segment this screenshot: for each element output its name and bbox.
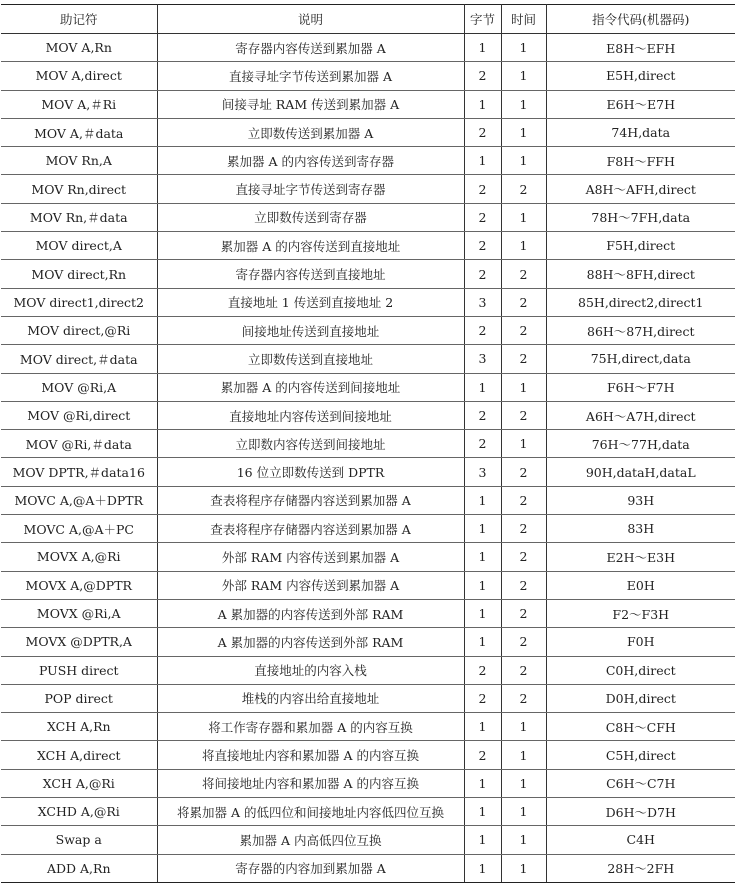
- instruction-table: [1, 4, 735, 883]
- cell-cycles: 1: [501, 62, 546, 90]
- cell-description: 查表将程序存储器内容送到累加器 A: [157, 486, 464, 514]
- cell-cycles: 1: [501, 203, 546, 231]
- table-row: [1, 458, 735, 486]
- cell-bytes: 2: [464, 62, 501, 90]
- cell-bytes: 2: [464, 175, 501, 203]
- cell-cycles: 1: [501, 34, 546, 62]
- cell-cycles: 1: [501, 854, 546, 882]
- cell-opcode: C0H,direct: [546, 656, 735, 684]
- cell-description: 累加器 A 内高低四位互换: [157, 826, 464, 854]
- cell-cycles: 1: [501, 118, 546, 146]
- cell-opcode: 75H,direct,data: [546, 345, 735, 373]
- header-row: [1, 5, 735, 34]
- cell-bytes: 1: [464, 599, 501, 627]
- cell-bytes: 1: [464, 854, 501, 882]
- cell-bytes: 2: [464, 260, 501, 288]
- table-row: [1, 628, 735, 656]
- cell-cycles: 2: [501, 656, 546, 684]
- cell-description: 直接地址的内容入栈: [157, 656, 464, 684]
- cell-description: 立即数传送到累加器 A: [157, 118, 464, 146]
- cell-description: 直接地址 1 传送到直接地址 2: [157, 288, 464, 316]
- cell-description: 外部 RAM 内容传送到累加器 A: [157, 543, 464, 571]
- cell-bytes: 1: [464, 628, 501, 656]
- cell-opcode: A8H～AFH,direct: [546, 175, 735, 203]
- cell-opcode: F2～F3H: [546, 599, 735, 627]
- cell-description: 间接寻址 RAM 传送到累加器 A: [157, 90, 464, 118]
- cell-bytes: 2: [464, 203, 501, 231]
- cell-bytes: 1: [464, 90, 501, 118]
- cell-mnemonic: MOVX @DPTR,A: [1, 628, 157, 656]
- cell-opcode: D6H～D7H: [546, 798, 735, 826]
- cell-opcode: C5H,direct: [546, 741, 735, 769]
- cell-cycles: 1: [501, 826, 546, 854]
- cell-cycles: 2: [501, 288, 546, 316]
- cell-bytes: 2: [464, 430, 501, 458]
- cell-cycles: 1: [501, 373, 546, 401]
- cell-description: 立即数传送到直接地址: [157, 345, 464, 373]
- header-bytes: 字节: [464, 5, 501, 34]
- cell-opcode: F5H,direct: [546, 232, 735, 260]
- cell-description: 外部 RAM 内容传送到累加器 A: [157, 571, 464, 599]
- cell-mnemonic: MOVX @Ri,A: [1, 599, 157, 627]
- cell-description: 间接地址传送到直接地址: [157, 316, 464, 344]
- cell-bytes: 2: [464, 316, 501, 344]
- cell-description: 16 位立即数传送到 DPTR: [157, 458, 464, 486]
- cell-mnemonic: MOV A,＃data: [1, 118, 157, 146]
- table-row: [1, 684, 735, 712]
- cell-cycles: 2: [501, 345, 546, 373]
- cell-bytes: 1: [464, 826, 501, 854]
- cell-cycles: 2: [501, 486, 546, 514]
- cell-description: 直接地址内容传送到间接地址: [157, 401, 464, 429]
- table-row: [1, 373, 735, 401]
- cell-description: 寄存器内容传送到累加器 A: [157, 34, 464, 62]
- cell-cycles: 1: [501, 798, 546, 826]
- cell-mnemonic: MOV @Ri,A: [1, 373, 157, 401]
- cell-cycles: 1: [501, 713, 546, 741]
- cell-description: 寄存器的内容加到累加器 A: [157, 854, 464, 882]
- cell-mnemonic: MOV Rn,direct: [1, 175, 157, 203]
- cell-mnemonic: MOV A,direct: [1, 62, 157, 90]
- cell-opcode: C6H～C7H: [546, 769, 735, 797]
- cell-cycles: 1: [501, 741, 546, 769]
- cell-bytes: 2: [464, 656, 501, 684]
- cell-description: A 累加器的内容传送到外部 RAM: [157, 599, 464, 627]
- cell-cycles: 2: [501, 260, 546, 288]
- cell-description: 寄存器内容传送到直接地址: [157, 260, 464, 288]
- header-description: 说明: [157, 5, 464, 34]
- cell-mnemonic: MOV direct,＃data: [1, 345, 157, 373]
- table-row: [1, 769, 735, 797]
- cell-description: 查表将程序存储器内容送到累加器 A: [157, 515, 464, 543]
- cell-mnemonic: MOV @Ri,direct: [1, 401, 157, 429]
- cell-mnemonic: PUSH direct: [1, 656, 157, 684]
- cell-opcode: 78H～7FH,data: [546, 203, 735, 231]
- cell-bytes: 3: [464, 288, 501, 316]
- table-row: [1, 345, 735, 373]
- cell-mnemonic: XCH A,@Ri: [1, 769, 157, 797]
- cell-mnemonic: MOV direct,Rn: [1, 260, 157, 288]
- cell-bytes: 2: [464, 741, 501, 769]
- table-row: [1, 599, 735, 627]
- cell-cycles: 2: [501, 571, 546, 599]
- table-row: [1, 656, 735, 684]
- cell-opcode: 28H～2FH: [546, 854, 735, 882]
- cell-mnemonic: MOVC A,@A＋PC: [1, 515, 157, 543]
- cell-description: 堆栈的内容出给直接地址: [157, 684, 464, 712]
- table-header: [1, 5, 735, 34]
- cell-opcode: C8H～CFH: [546, 713, 735, 741]
- table-row: [1, 826, 735, 854]
- cell-bytes: 3: [464, 345, 501, 373]
- cell-opcode: E8H～EFH: [546, 34, 735, 62]
- cell-mnemonic: MOV direct1,direct2: [1, 288, 157, 316]
- cell-mnemonic: MOV direct,A: [1, 232, 157, 260]
- cell-opcode: 83H: [546, 515, 735, 543]
- cell-opcode: D0H,direct: [546, 684, 735, 712]
- cell-opcode: 74H,data: [546, 118, 735, 146]
- cell-opcode: 93H: [546, 486, 735, 514]
- cell-mnemonic: XCH A,Rn: [1, 713, 157, 741]
- cell-bytes: 1: [464, 713, 501, 741]
- cell-description: 将工作寄存器和累加器 A 的内容互换: [157, 713, 464, 741]
- cell-cycles: 2: [501, 316, 546, 344]
- cell-bytes: 1: [464, 571, 501, 599]
- cell-opcode: F8H～FFH: [546, 147, 735, 175]
- cell-opcode: 76H～77H,data: [546, 430, 735, 458]
- cell-bytes: 1: [464, 515, 501, 543]
- cell-mnemonic: MOVX A,@Ri: [1, 543, 157, 571]
- table-row: [1, 288, 735, 316]
- cell-cycles: 2: [501, 543, 546, 571]
- cell-mnemonic: Swap a: [1, 826, 157, 854]
- cell-mnemonic: MOV DPTR,＃data16: [1, 458, 157, 486]
- cell-bytes: 1: [464, 798, 501, 826]
- cell-mnemonic: MOV Rn,＃data: [1, 203, 157, 231]
- cell-cycles: 1: [501, 147, 546, 175]
- cell-opcode: 86H～87H,direct: [546, 316, 735, 344]
- cell-description: 累加器 A 的内容传送到间接地址: [157, 373, 464, 401]
- cell-description: 将间接地址内容和累加器 A 的内容互换: [157, 769, 464, 797]
- table-row: [1, 430, 735, 458]
- cell-cycles: 1: [501, 90, 546, 118]
- cell-opcode: E6H～E7H: [546, 90, 735, 118]
- cell-description: A 累加器的内容传送到外部 RAM: [157, 628, 464, 656]
- cell-opcode: E5H,direct: [546, 62, 735, 90]
- cell-description: 累加器 A 的内容传送到寄存器: [157, 147, 464, 175]
- cell-opcode: F0H: [546, 628, 735, 656]
- cell-opcode: 90H,dataH,dataL: [546, 458, 735, 486]
- cell-cycles: 2: [501, 684, 546, 712]
- table-row: [1, 713, 735, 741]
- cell-bytes: 3: [464, 458, 501, 486]
- cell-opcode: 85H,direct2,direct1: [546, 288, 735, 316]
- cell-opcode: 88H～8FH,direct: [546, 260, 735, 288]
- cell-mnemonic: MOV A,＃Ri: [1, 90, 157, 118]
- cell-cycles: 1: [501, 430, 546, 458]
- cell-bytes: 1: [464, 486, 501, 514]
- cell-bytes: 1: [464, 769, 501, 797]
- table-row: [1, 203, 735, 231]
- cell-mnemonic: MOV A,Rn: [1, 34, 157, 62]
- table-row: [1, 486, 735, 514]
- cell-bytes: 2: [464, 684, 501, 712]
- cell-bytes: 1: [464, 34, 501, 62]
- cell-cycles: 2: [501, 458, 546, 486]
- table-row: [1, 543, 735, 571]
- cell-description: 直接寻址字节传送到累加器 A: [157, 62, 464, 90]
- table-row: [1, 741, 735, 769]
- cell-description: 立即数内容传送到间接地址: [157, 430, 464, 458]
- cell-description: 直接寻址字节传送到寄存器: [157, 175, 464, 203]
- cell-mnemonic: MOV Rn,A: [1, 147, 157, 175]
- table-row: [1, 515, 735, 543]
- cell-mnemonic: MOVC A,@A＋DPTR: [1, 486, 157, 514]
- cell-mnemonic: MOV @Ri,＃data: [1, 430, 157, 458]
- table-row: [1, 175, 735, 203]
- cell-mnemonic: ADD A,Rn: [1, 854, 157, 882]
- cell-mnemonic: XCH A,direct: [1, 741, 157, 769]
- cell-cycles: 2: [501, 401, 546, 429]
- cell-bytes: 2: [464, 118, 501, 146]
- table-row: [1, 401, 735, 429]
- cell-description: 将累加器 A 的低四位和间接地址内容低四位互换: [157, 798, 464, 826]
- cell-mnemonic: MOVX A,@DPTR: [1, 571, 157, 599]
- cell-cycles: 1: [501, 232, 546, 260]
- cell-mnemonic: MOV direct,@Ri: [1, 316, 157, 344]
- table-row: [1, 798, 735, 826]
- table-row: [1, 147, 735, 175]
- cell-cycles: 2: [501, 599, 546, 627]
- cell-bytes: 2: [464, 232, 501, 260]
- table-row: [1, 90, 735, 118]
- cell-description: 将直接地址内容和累加器 A 的内容互换: [157, 741, 464, 769]
- cell-opcode: A6H～A7H,direct: [546, 401, 735, 429]
- cell-opcode: E0H: [546, 571, 735, 599]
- header-mnemonic: 助记符: [1, 5, 157, 34]
- cell-description: 累加器 A 的内容传送到直接地址: [157, 232, 464, 260]
- cell-bytes: 2: [464, 401, 501, 429]
- cell-bytes: 1: [464, 147, 501, 175]
- cell-mnemonic: POP direct: [1, 684, 157, 712]
- header-opcode: 指令代码(机器码): [546, 5, 735, 34]
- table-row: [1, 34, 735, 62]
- cell-bytes: 1: [464, 373, 501, 401]
- table-row: [1, 118, 735, 146]
- cell-cycles: 1: [501, 769, 546, 797]
- cell-bytes: 1: [464, 543, 501, 571]
- cell-opcode: E2H～E3H: [546, 543, 735, 571]
- table-row: [1, 62, 735, 90]
- cell-cycles: 2: [501, 515, 546, 543]
- cell-opcode: F6H～F7H: [546, 373, 735, 401]
- table-row: [1, 260, 735, 288]
- table-body: [1, 34, 735, 883]
- header-cycles: 时间: [501, 5, 546, 34]
- table-row: [1, 854, 735, 882]
- cell-opcode: C4H: [546, 826, 735, 854]
- table-row: [1, 571, 735, 599]
- table-row: [1, 316, 735, 344]
- cell-cycles: 2: [501, 628, 546, 656]
- cell-description: 立即数传送到寄存器: [157, 203, 464, 231]
- table-row: [1, 232, 735, 260]
- cell-cycles: 2: [501, 175, 546, 203]
- cell-mnemonic: XCHD A,@Ri: [1, 798, 157, 826]
